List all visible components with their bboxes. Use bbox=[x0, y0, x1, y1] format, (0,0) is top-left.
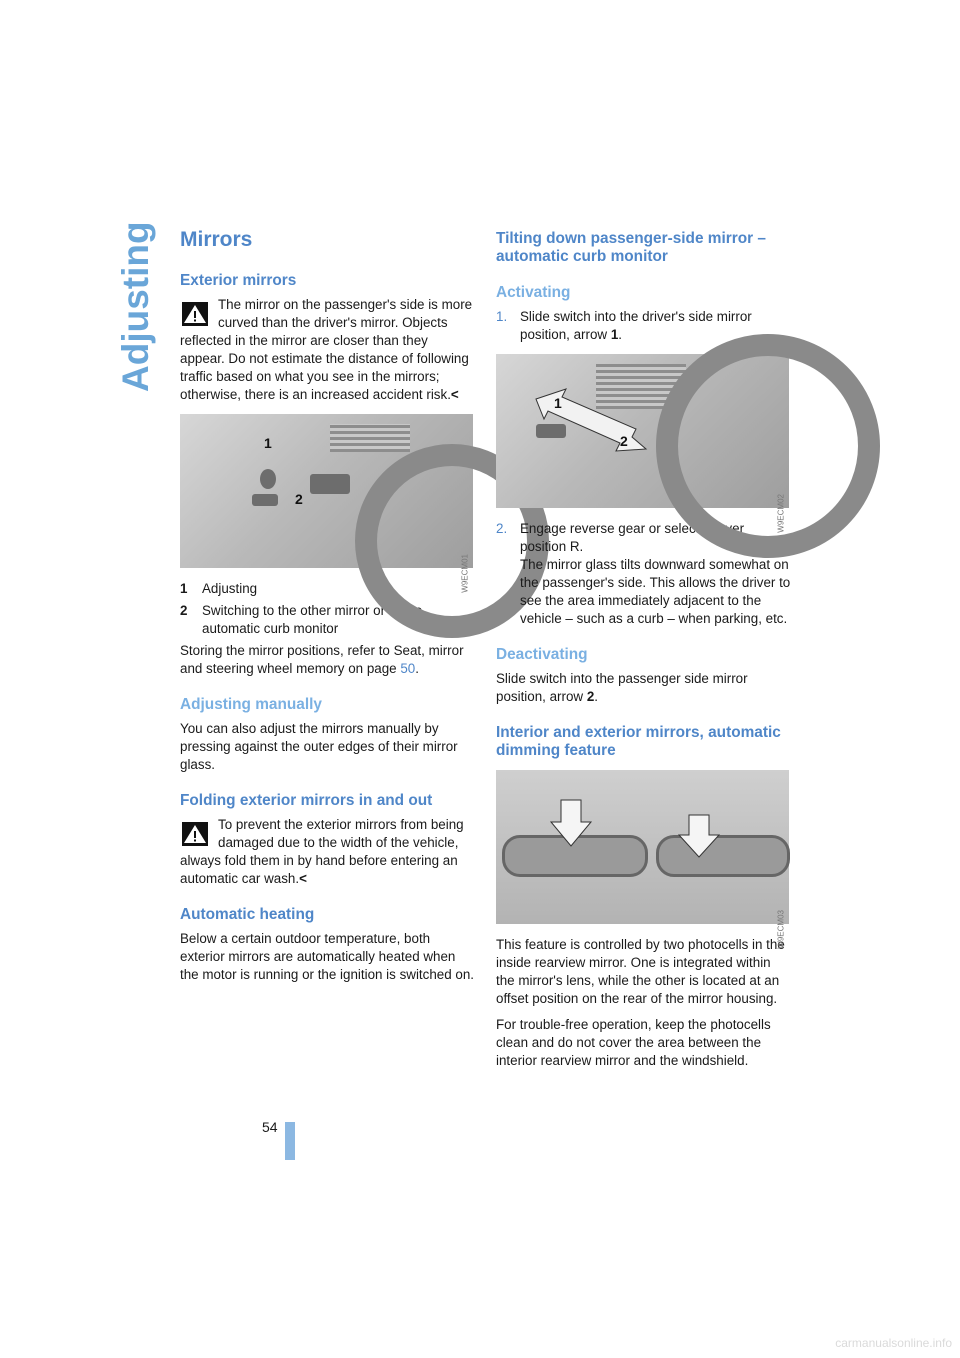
deactivating-paragraph: Slide switch into the passenger side mirror position, arrow 2. bbox=[496, 671, 748, 704]
air-vent bbox=[330, 424, 410, 452]
mirror-knob bbox=[260, 469, 276, 489]
figure-code: W9ECM03 bbox=[777, 910, 786, 949]
figure-code: W9ECM01 bbox=[461, 554, 470, 593]
figure-dimming-mirror bbox=[496, 770, 789, 949]
section-side-title bbox=[112, 221, 160, 392]
warning-block-2: To prevent the exterior mirrors from being damaged due to the width of the vehicle, always fold them in by hand before entering an automatic car wash.< bbox=[180, 817, 464, 886]
light-switch bbox=[310, 474, 350, 494]
heating-heading: Automatic heating bbox=[180, 906, 315, 923]
legend-item: 1 Adjusting bbox=[180, 581, 258, 596]
left-column bbox=[180, 226, 476, 992]
adjusting-manually-heading: Adjusting manually bbox=[180, 696, 322, 713]
step-item: 1. Slide switch into the driver's side mirror position, arrow 1. bbox=[496, 309, 752, 342]
figure-curb-monitor bbox=[496, 354, 789, 533]
steering-wheel bbox=[656, 334, 880, 558]
warning-block-1 bbox=[180, 296, 476, 404]
tilt-heading: Tilting down passenger-side mirror – automatic curb monitor bbox=[496, 230, 766, 265]
warning-1-text: The mirror on the passenger's side is more curved than the driver's mirror. Objects reflected in the mirror are closer than they appear. Do not estimate the distance of following traffic based on what you see in the mirrors; otherwise, there is an increased accident risk. bbox=[180, 297, 473, 402]
page-title: Mirrors bbox=[180, 228, 253, 251]
page-link[interactable]: 50 bbox=[400, 661, 416, 676]
figure-code: W9ECM02 bbox=[777, 494, 786, 533]
down-arrow-icon bbox=[679, 815, 719, 859]
dimming-paragraph-1: This feature is controlled by two photocells in the inside rearview mirror. One is integrated within the mirror's lens, while the other is located at an offset position on the rear of the mirror housing. bbox=[496, 937, 785, 1006]
right-column bbox=[496, 230, 792, 1078]
manual-paragraph: You can also adjust the mirrors manually by pressing against the outer edges of their mirror glass. bbox=[180, 721, 458, 772]
watermark: carmanualsonline.info bbox=[835, 1336, 952, 1350]
heating-paragraph: Below a certain outdoor temperature, both exterior mirrors are automatically heated when the motor is running or the ignition is switched on. bbox=[180, 931, 475, 982]
warning-triangle-icon bbox=[182, 822, 208, 846]
figure-label-1: 1 bbox=[554, 395, 562, 411]
page-number: 54 bbox=[262, 1119, 278, 1135]
figure-label-1: 1 bbox=[264, 435, 272, 451]
deactivating-heading: Deactivating bbox=[496, 646, 588, 663]
storing-paragraph: Storing the mirror positions, refer to Seat, mirror and steering wheel memory on page 50. bbox=[180, 643, 464, 676]
side-title-text: Adjusting bbox=[115, 221, 156, 392]
slide-arrow-icon bbox=[536, 389, 646, 459]
warning-triangle-icon bbox=[182, 302, 208, 326]
page-marker-bar bbox=[285, 1122, 295, 1160]
dimming-heading: Interior and exterior mirrors, automatic dimming feature bbox=[496, 724, 781, 759]
activating-heading: Activating bbox=[496, 284, 571, 301]
rearview-mirror-rear bbox=[656, 835, 790, 877]
exterior-mirrors-heading: Exterior mirrors bbox=[180, 272, 297, 289]
dimming-paragraph-2: For trouble-free operation, keep the photocells clean and do not cover the area between the interior rearview mirror and the windshield. bbox=[496, 1017, 771, 1068]
figure-label-2: 2 bbox=[295, 491, 303, 507]
legend-item: 2 Switching to the other mirror or to the automatic curb monitor bbox=[180, 603, 423, 636]
mirror-toggle bbox=[252, 494, 278, 506]
warning-2-text: To prevent the exterior mirrors from being damaged due to the width of the vehicle, always fold them in by hand before entering an automatic car wash. bbox=[180, 817, 464, 886]
warning-end-mark: < bbox=[450, 387, 459, 402]
figure-label-2: 2 bbox=[620, 433, 628, 449]
folding-heading: Folding exterior mirrors in and out bbox=[180, 792, 433, 809]
step-item: 2. Engage reverse gear or selector lever position R. The mirror glass tilts downward somewhat on the passenger's side. This allows the driver to see the area immediately adjacent to the vehicle – such as a curb – when parking, etc. bbox=[496, 521, 791, 626]
down-arrow-icon bbox=[551, 800, 591, 848]
